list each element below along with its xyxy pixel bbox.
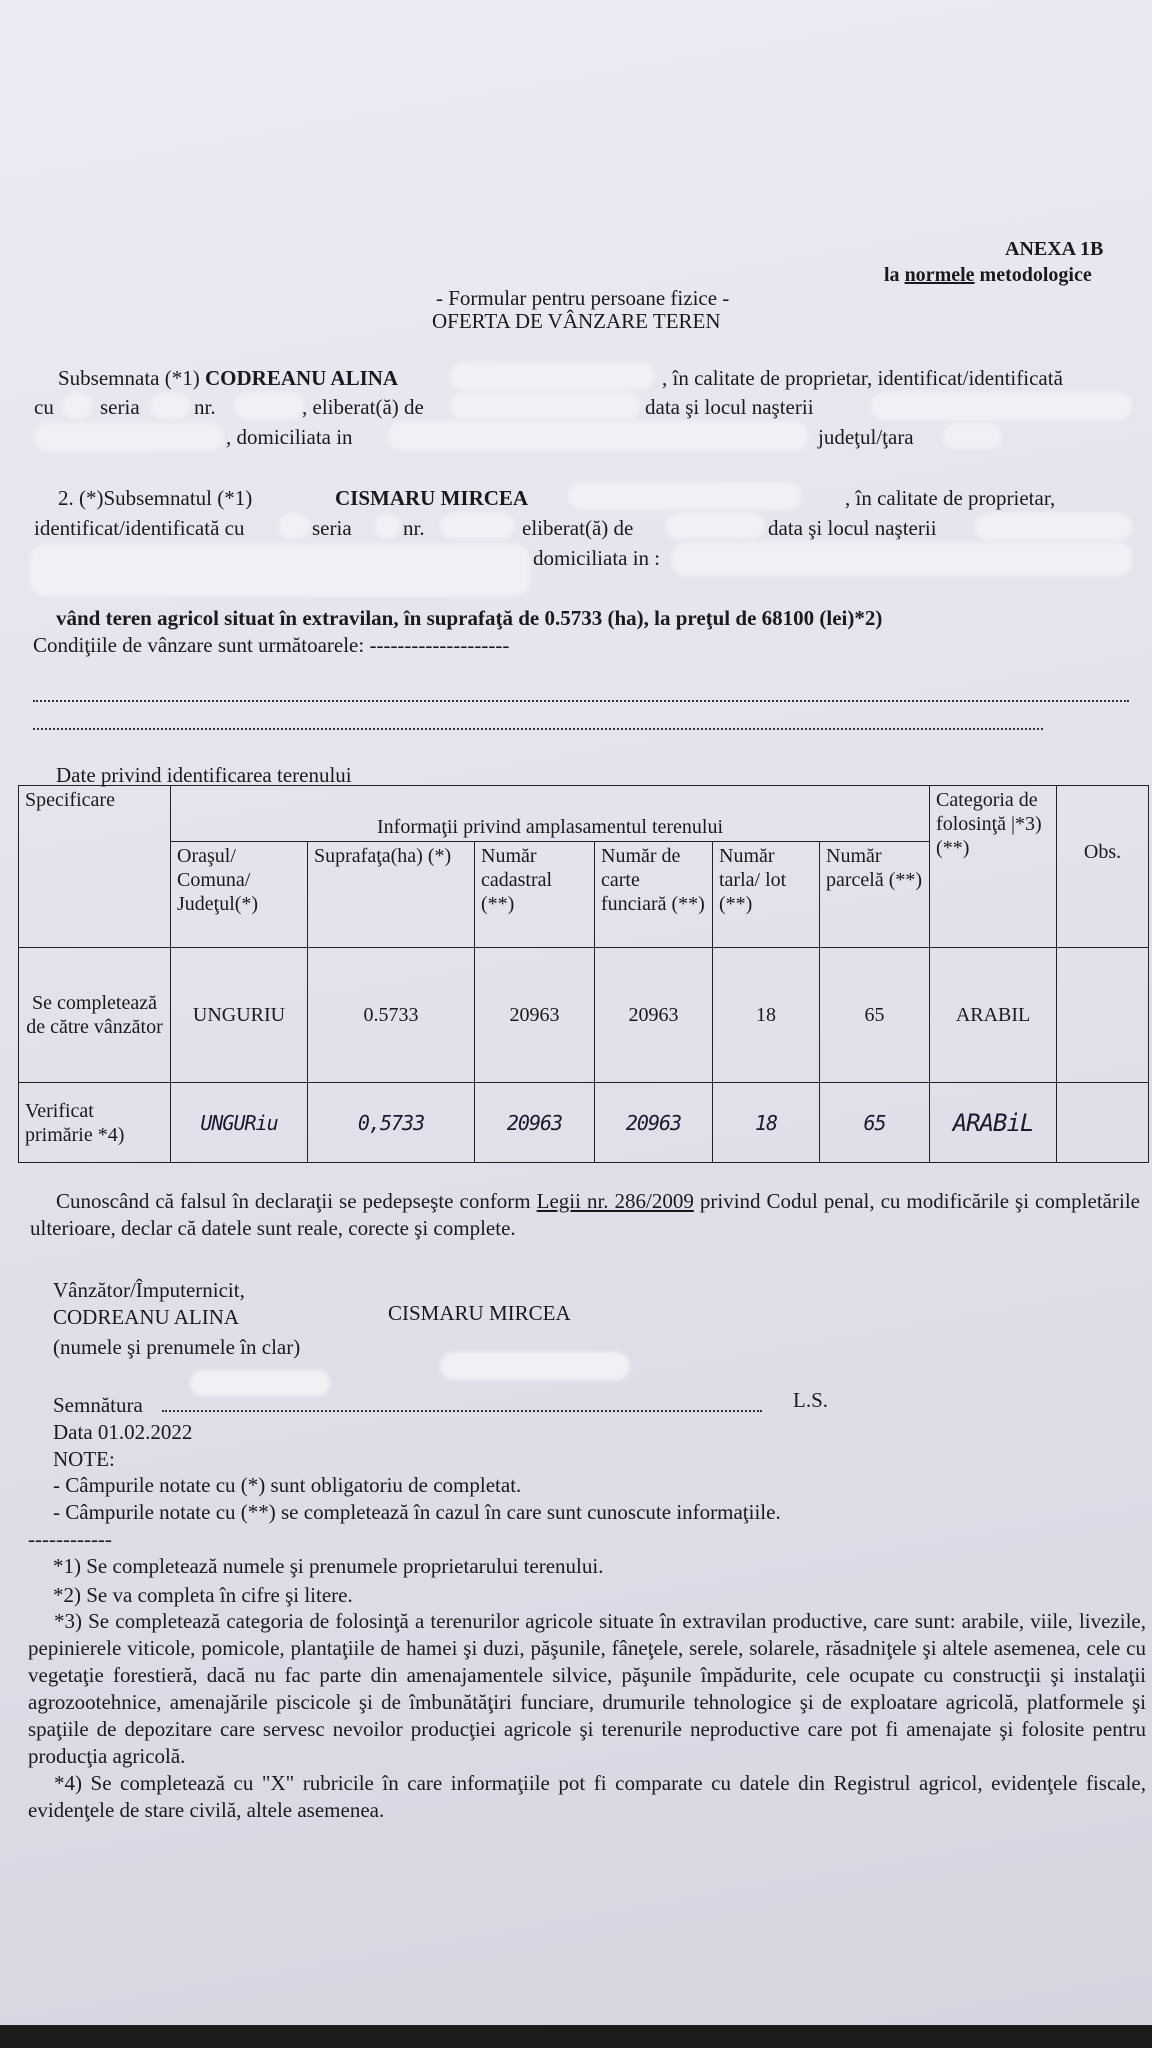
signature-name1: CODREANU ALINA (53, 1305, 240, 1329)
col-header-suprafata: Suprafaţa(ha) (*) (308, 842, 475, 948)
redaction (568, 482, 802, 510)
signature-role: Vânzător/Împuternicit, (53, 1278, 245, 1302)
declaration: Cunoscând că falsul în declaraţii se pedepseşte conform Legii nr. 286/2009 privind Codul penal, cu modificările şi completările ulterioare, declar că datele sunt reale, corecte şi complete. (30, 1189, 1140, 1240)
cell-oras-handwritten: UNGURiu (171, 1083, 308, 1163)
header-obs: Obs. (1057, 786, 1149, 948)
signature-clear: (numele şi prenumele în clar) (53, 1335, 301, 1359)
row-label-primarie: Verificat primărie *4) (19, 1083, 171, 1163)
row-label-vanzator: Se completează de către vânzător (19, 948, 171, 1083)
notes-title: NOTE: (53, 1447, 115, 1471)
redaction (942, 423, 1002, 449)
cell-suprafata: 0.5733 (308, 948, 475, 1083)
redaction (450, 392, 640, 420)
seller2-eliberat: eliberat(ă) de (522, 516, 634, 540)
document-title: OFERTA DE VÂNZARE TEREN (432, 309, 721, 333)
header-categoria: Categoria de folosinţă |*3) (**) (930, 786, 1057, 948)
redaction (234, 393, 304, 419)
date: Data 01.02.2022 (53, 1420, 193, 1444)
seller2-domicile: domiciliata in : (533, 546, 661, 570)
footnote-1: *1) Se completează numele şi prenumele proprietarului terenului. (53, 1554, 604, 1578)
col-header-cadastral: Număr cadastral (**) (475, 842, 595, 948)
law-reference: Legii nr. 286/2009 (536, 1189, 694, 1213)
header-specificare: Specificare (19, 786, 171, 948)
cell-oras: UNGURIU (171, 948, 308, 1083)
footnote-2: *2) Se va completa în cifre şi litere. (53, 1583, 353, 1607)
seller1-county: judeţul/ţara (818, 425, 914, 449)
cell-tarla: 18 (713, 948, 820, 1083)
annex-subtitle: la normele metodologice (884, 264, 1092, 286)
seller2-name: CISMARU MIRCEA (335, 486, 529, 510)
cell-tarla-handwritten: 18 (713, 1083, 820, 1163)
redaction (450, 362, 655, 390)
annex-title: ANEXA 1B (1005, 238, 1104, 260)
dotted-line (33, 700, 1129, 702)
redaction (374, 513, 400, 539)
cell-parcela-handwritten: 65 (820, 1083, 930, 1163)
seller1-eliberat: , eliberat(ă) de (302, 395, 424, 419)
seller2-birth: data şi locul naşterii (768, 516, 937, 540)
signature-name2: CISMARU MIRCEA (388, 1301, 571, 1325)
land-table (18, 785, 1149, 1163)
redaction (975, 513, 1132, 541)
redaction (388, 421, 808, 451)
cell-cadastral: 20963 (475, 948, 595, 1083)
seller1-seria: seria (100, 395, 140, 419)
footnote-4: *4) Se completează cu "X" rubricile în care informaţiile pot fi comparate cu datele din Registrul agricol, evidenţele fiscale, evidenţele de stare civilă, altele asemenea. (28, 1771, 1146, 1822)
signature-line (162, 1410, 762, 1412)
cell-categoria-handwritten: ARABiL (930, 1083, 1057, 1163)
redaction (278, 513, 310, 539)
seller1-capacity: , în calitate de proprietar, identificat/identificată (662, 366, 1063, 390)
seller2-prefix: 2. (*)Subsemnatul (*1) (58, 486, 253, 510)
footnote-3: *3) Se completează categoria de folosinţă a terenurilor agricole situate în extravilan productive, care sunt: arabile, viile, livezile, pepinierele viticole, pomicole, plantaţiile de hamei şi duzi, păşunile, fâneţele, serele, solarele, răsadniţele şi altele asemenea, cele cu vegetaţie forestieră, dacă nu fac parte din amenajamentele silvice, păşunile împădurite, cele ocupate cu construcţii şi instalaţii agrozootehnice, amenajările piscicole şi de îmbunătăţiri funciare, drumurile tehnologice şi de exploatare agricolă, platformele şi spaţiile de depozitare care servesc nevoilor producţiei agricole şi terenurile neproductive care pot fi amenajate şi folosite pentru producţia agricolă. (28, 1609, 1146, 1768)
seller1-domicile: , domiciliata in (226, 425, 353, 449)
cell-carte: 20963 (595, 948, 713, 1083)
table-caption: Date privind identificarea terenului (56, 763, 352, 787)
seller1-name: CODREANU ALINA (204, 366, 399, 390)
cell-categoria: ARABIL (930, 948, 1057, 1083)
redaction (440, 513, 515, 539)
notes-separator: ------------ (28, 1527, 112, 1551)
redaction (672, 542, 1132, 576)
col-header-carte: Număr de carte funciară (**) (595, 842, 713, 948)
table-row (19, 948, 1149, 1083)
redaction (665, 513, 765, 539)
redaction (150, 393, 190, 419)
cell-obs (1057, 948, 1149, 1083)
seller2-identificat: identificat/identificată cu (34, 516, 245, 540)
seller1-prefix: Subsemnata (*1) CODREANU ALINA (58, 366, 399, 390)
seller2-capacity: , în calitate de proprietar, (845, 486, 1056, 510)
redaction (62, 393, 92, 419)
ls-label: L.S. (793, 1388, 829, 1412)
redaction (870, 392, 1132, 420)
redaction (30, 544, 530, 596)
seller1-cu: cu (34, 395, 54, 419)
cell-carte-handwritten: 20963 (595, 1083, 713, 1163)
seller1-birth: data şi locul naşterii (645, 395, 814, 419)
cell-suprafata-handwritten: 0,5733 (308, 1083, 475, 1163)
signature-label: Semnătura (53, 1393, 143, 1417)
header-info: Informaţii privind amplasamentul terenului (171, 786, 930, 842)
seller2-nr: nr. (403, 516, 425, 540)
seller1-nr: nr. (194, 395, 216, 419)
sale-statement: vând teren agricol situat în extravilan, în suprafaţă de 0.5733 (ha), la preţul de 68100 (lei)*2) (56, 606, 883, 630)
sale-conditions: Condiţiile de vânzare sunt următoarele: -------------------- (33, 633, 510, 657)
cell-parcela: 65 (820, 948, 930, 1083)
col-header-tarla: Număr tarla/ lot (**) (713, 842, 820, 948)
cell-obs (1057, 1083, 1149, 1163)
redaction (34, 423, 224, 451)
dotted-line (33, 728, 1043, 730)
table-row (19, 1083, 1149, 1163)
redaction (190, 1370, 330, 1396)
col-header-parcela: Număr parcelă (**) (820, 842, 930, 948)
cell-cadastral-handwritten: 20963 (475, 1083, 595, 1163)
note-2: - Câmpurile notate cu (**) se completează în cazul în care sunt cunoscute informaţiile. (53, 1500, 781, 1524)
col-header-oras: Oraşul/ Comuna/ Judeţul(*) (171, 842, 308, 948)
seller2-seria: seria (312, 516, 352, 540)
form-type: - Formular pentru persoane fizice - (436, 286, 730, 310)
redaction (440, 1352, 630, 1380)
note-1: - Câmpurile notate cu (*) sunt obligatoriu de completat. (53, 1473, 522, 1497)
